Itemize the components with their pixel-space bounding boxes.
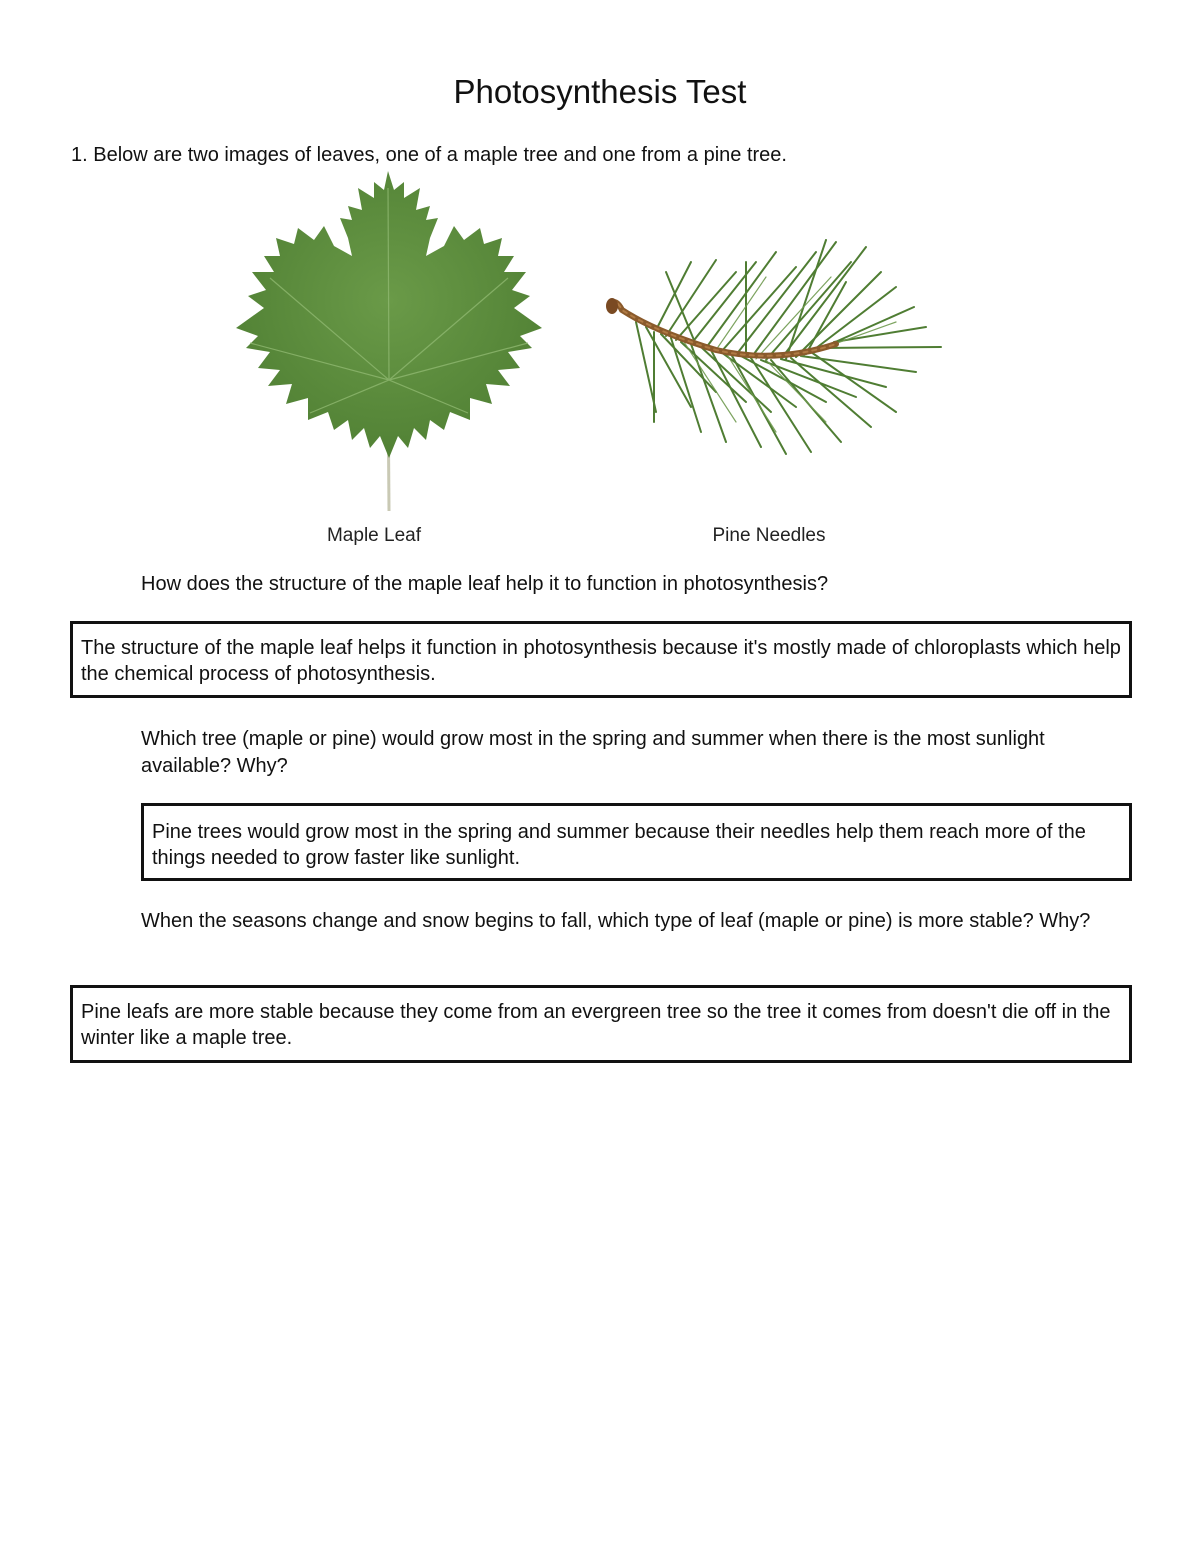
question-prompt-2: Which tree (maple or pine) would grow most in the spring and summer when there is the most sunlight available? Why? — [141, 728, 1045, 777]
answer-text-3: Pine leafs are more stable because they come from an evergreen tree so the tree it comes from doesn't die off in the winter like a maple tree. — [81, 1001, 1111, 1049]
answer-box-3[interactable] — [70, 985, 1132, 1063]
pine-needles-caption: Pine Needles — [712, 525, 826, 546]
maple-leaf-image — [208, 168, 553, 513]
answer-box-1[interactable] — [70, 621, 1132, 698]
answer-text-1: The structure of the maple leaf helps it function in photosynthesis because it's mostly made of chloroplasts which help the chemical process of photosynthesis. — [81, 637, 1121, 685]
answer-box-2[interactable] — [141, 803, 1132, 881]
maple-leaf-icon — [208, 168, 553, 513]
pine-needles-icon — [596, 232, 946, 464]
answer-text-2: Pine trees would grow most in the spring and summer because their needles help them reach more of the things needed to grow faster like sunlight. — [152, 821, 1086, 869]
question-intro: 1. Below are two images of leaves, one of a maple tree and one from a pine tree. — [71, 144, 787, 166]
question-prompt-1: How does the structure of the maple leaf help it to function in photosynthesis? — [141, 573, 829, 595]
maple-leaf-caption: Maple Leaf — [326, 525, 421, 546]
question-prompt-3: When the seasons change and snow begins to fall, which type of leaf (maple or pine) is more stable? Why? — [141, 910, 1091, 932]
pine-needles-image — [596, 232, 946, 464]
page-title: Photosynthesis Test — [453, 73, 747, 110]
